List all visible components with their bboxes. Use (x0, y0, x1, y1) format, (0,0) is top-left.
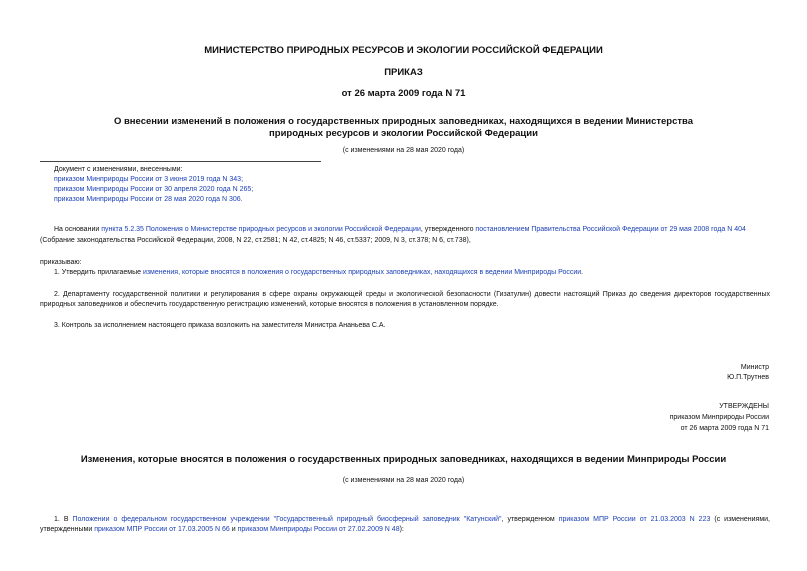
basis-line1 (54, 225, 770, 235)
amend-note: (с изменениями на 28 мая 2020 года) (342, 147, 465, 154)
annex-p1-d: и (229, 526, 238, 533)
signature-position: Министр (740, 364, 769, 371)
item-1-link[interactable]: изменения, которые вносятся в положения о государственных природных заповедниках, находящихся в ведении Минприроды России (142, 269, 582, 276)
basis-prefix: На основании (54, 226, 102, 233)
approved-line1: приказом Минприроды России (669, 414, 769, 421)
approved-word: УТВЕРЖДЕНЫ (719, 403, 769, 410)
item-1 (54, 268, 770, 278)
ministry-heading: МИНИСТЕРСТВО ПРИРОДНЫХ РЕСУРСОВ И ЭКОЛОГИИ РОССИЙСКОЙ ФЕДЕРАЦИИ (204, 45, 603, 56)
doc-type: ПРИКАЗ (384, 67, 423, 78)
item-1-suffix: . (581, 269, 584, 276)
annex-p1-e: ): (399, 526, 404, 533)
order-word: приказываю: (40, 259, 82, 266)
annex-link-katunsky[interactable]: Положении о федеральном государственном учреждении "Государственный природный биосферный заповедник "Катунский" (72, 516, 502, 523)
annex-p1-a: 1. В (54, 516, 73, 523)
item-1-prefix: 1. Утвердить прилагаемые (54, 269, 143, 276)
basis-link-regulation[interactable]: пункта 5.2.35 Положения о Министерстве природных ресурсов и экологии Российской Федерации (101, 226, 421, 233)
annex-p1-c: (с изменениями, утвержденными (40, 516, 770, 533)
annex-link-order-48[interactable]: приказом Минприроды России от 27.02.2009 N 48 (237, 526, 400, 533)
annex-amend-note: (с изменениями на 28 мая 2020 года) (342, 477, 465, 484)
signature-name: Ю.П.Трутнев (727, 374, 769, 381)
annex-item-1 (40, 515, 770, 535)
annex-title: Изменения, которые вносятся в положения о государственных природных заповедниках, находящихся в ведении Минприроды России (80, 454, 727, 465)
doc-title: О внесении изменений в положения о государственных природных заповедниках, находящихся в ведении Министерства природных ресурсов и экологии Российской Федерации (113, 116, 694, 139)
annex-p1-b: , утвержденном (501, 516, 559, 523)
change-link-3[interactable]: приказом Минприроды России от 28 мая 2020 года N 306. (54, 196, 243, 203)
doc-date-number: от 26 марта 2009 года N 71 (341, 88, 466, 99)
basis-middle: , утвержденного (420, 226, 476, 233)
annex-link-order-223[interactable]: приказом МПР России от 21.03.2003 N 223 (558, 516, 711, 523)
basis-link-resolution[interactable]: постановлением Правительства Российской Федерации от 29 мая 2008 года N 404 (475, 226, 746, 233)
changes-intro: Документ с изменениями, внесенными: (54, 166, 183, 173)
change-link-1[interactable]: приказом Минприроды России от 3 июня 2019 года N 343; (54, 176, 244, 183)
item-2: 2. Департаменту государственной политики и регулирования в сфере охраны окружающей среды и экологической безопасности (Гизатулин) довести настоящий Приказ до сведения директоров государственных природных заповедников и обеспечить государственную регистрацию изменений, которые вносятся в положения в установленном порядке. (40, 291, 770, 308)
divider (40, 161, 321, 162)
basis-line2: (Собрание законодательства Российской Федерации, 2008, N 22, ст.2581; N 42, ст.4825; N 46, ст.5337; 2009, N 3, ст.378; N 6, ст.738), (40, 237, 471, 244)
annex-link-order-66[interactable]: приказом МПР России от 17.03.2005 N 66 (94, 526, 230, 533)
item-3: 3. Контроль за исполнением настоящего приказа возложить на заместителя Министра Ананьева С.А. (54, 322, 386, 329)
approved-line2: от 26 марта 2009 года N 71 (680, 425, 769, 432)
change-link-2[interactable]: приказом Минприроды России от 30 апреля 2020 года N 265; (54, 186, 254, 193)
changes-box (54, 165, 354, 205)
